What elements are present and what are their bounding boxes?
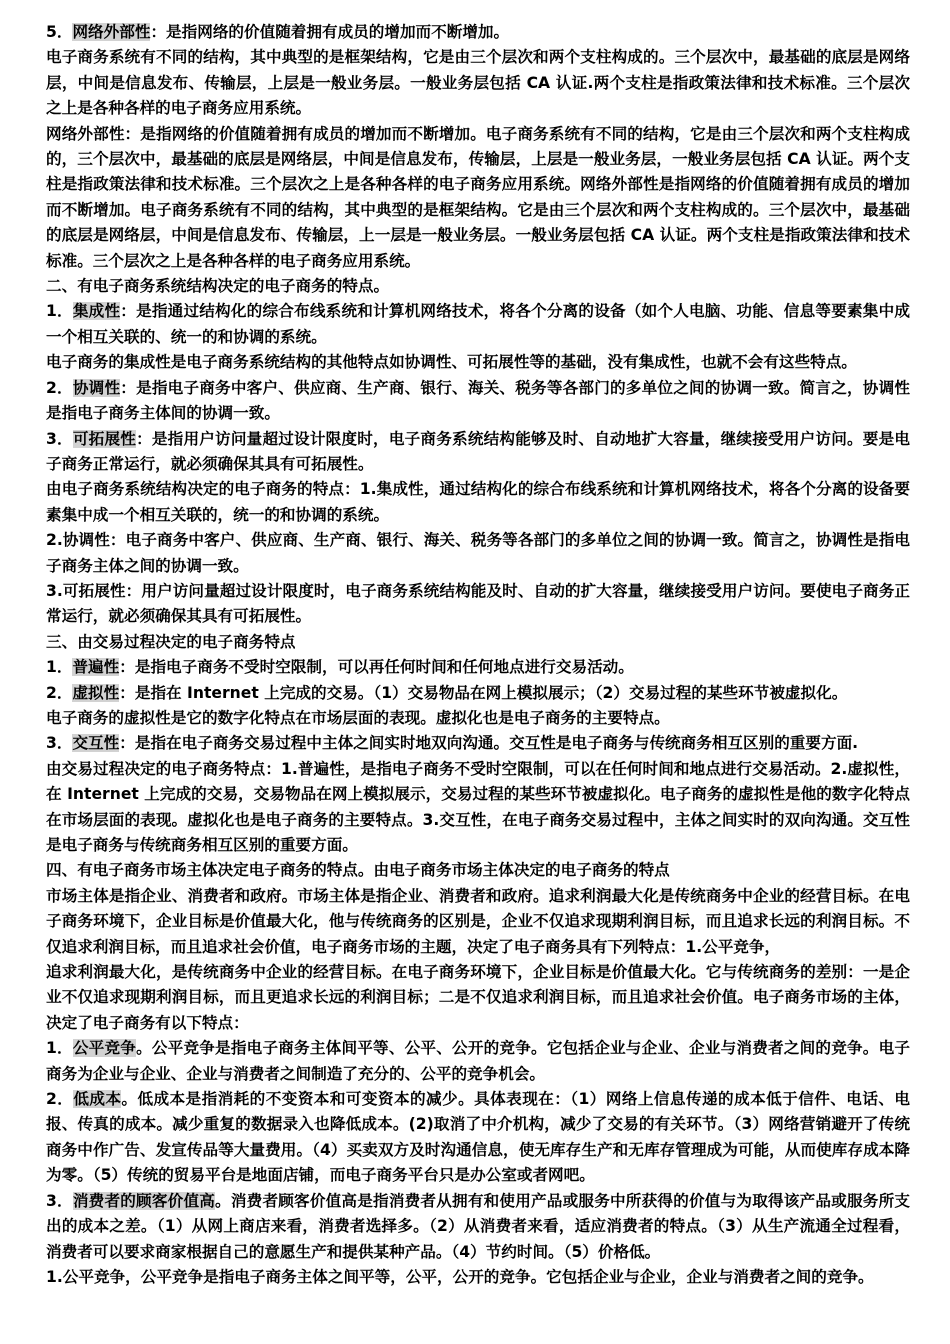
highlighted-term: 可拓展性 bbox=[72, 429, 137, 448]
item-number: 3． bbox=[46, 1191, 73, 1210]
paragraph-market-subjects: 市场主体是指企业、消费者和政府。市场主体是指企业、消费者和政府。追求利润最大化是传统商务中企业的经营目标。在电子商务环境下，企业目标是价值最大化，他与传统商务的区别是，企业不仅追求现期利润目标，而且追求长远的利润目标。不仅追求利润目标，而且追求社会价值，电子商务市场的主题，决定了电子商务具有下列特点：1.公平竞争， bbox=[46, 886, 910, 956]
definition-text: 。消费者顾客价值高是指消费者从拥有和使用产品或服务中所获得的价值与为取得该产品或服务所支出的成本之差。（1）从网上商店来看，消费者选择多。（2）从消费者来看，适应消费者的特点。（3）从生产流通全过程看，消费者可以要求商家根据自己的意愿生产和提供某种产品。（4）节约时间。（5）价格低。 bbox=[46, 1191, 910, 1261]
highlighted-term: 网络外部性 bbox=[72, 23, 151, 41]
definition-text: ：是指网络的价值随着拥有成员的增加而不断增加。 bbox=[150, 23, 510, 41]
paragraph-fair-competition bbox=[46, 1036, 910, 1087]
paragraph-structure-summary-2: 2.协调性：电子商务中客户、供应商、生产商、银行、海关、税务等各部门的多单位之间的协调一致。简言之，协调性是指电子商务主体之间的协调一致。 bbox=[46, 531, 910, 575]
item-number: 1． bbox=[46, 302, 73, 321]
paragraph-virtuality-note: 电子商务的虚拟性是它的数字化特点在市场层面的表现。虚拟化也是电子商务的主要特点。 bbox=[46, 708, 670, 727]
paragraph-5-network-externality bbox=[46, 20, 910, 45]
paragraph-network-externality-summary: 网络外部性：是指网络的价值随着拥有成员的增加而不断增加。电子商务系统有不同的结构，它是由三个层次和两个支柱构成的，三个层次中，最基础的底层是网络层，中间是信息发布，传输层，上层是一般业务层，一般业务层包括 CA 认证。两个支柱是指政策法律和技术标准。三个层次之上是各种各样的电子商务应用系统。网络外部性是指网络的价值随着拥有成员的增加而不断增加。电子商务系统有不同的结构，其中典型的是框架结构。它是由三个层次和两个支柱构成的。三个层次中，最基础的底层是网络层，中间是信息发布、传输层，上一层是一般业务层。一般业务层包括 CA 认证。两个支柱是指政策法律和技术标准。三个层次之上是各种各样的电子商务应用系统。 bbox=[46, 124, 910, 270]
definition-text: 。低成本是指消耗的不变资本和可变资本的减少。具体表现在：（1）网络上信息传递的成本低于信件、电话、电报、传真的成本。减少重复的数据录入也降低成本。(2)取消了中介机构，减少了交易的有关环节。（3）网络营销避开了传统商务中作广告、发宣传品等大量费用。（4）买卖双方及时沟通信息，使无库存生产和无库存管理成为可能，从而使库存成本降为零。（5）传统的贸易平台是地面店铺，而电子商务平台只是办公室或者网吧。 bbox=[46, 1090, 910, 1185]
paragraph-transaction-summary: 由交易过程决定的电子商务特点：1.普遍性，是指电子商务不受时空限制，可以在任何时间和地点进行交易活动。2.虚拟性，在 Internet 上完成的交易，交易物品在网上模拟展示，交易过程的某些环节被虚拟化。电子商务的虚拟性是他的数字化特点在市场层面的表现。虚拟化也是电子商务的主要特点。3.交互性，在电子商务交易过程中，主体之间实时的双向沟通。交互性是电子商务与传统商务相互区别的重要方面。 bbox=[46, 759, 910, 854]
paragraph-structure-summary-3: 3.可拓展性：用户访问量超过设计限度时，电子商务系统结构能及时、自动的扩大容量，继续接受用户访问。要使电子商务正常运行，就必须确保其具有可拓展性。 bbox=[46, 581, 910, 626]
paragraph-low-cost bbox=[46, 1087, 910, 1189]
paragraph-interactivity bbox=[46, 731, 910, 756]
item-number: 1． bbox=[46, 1039, 73, 1058]
paragraph-universality bbox=[46, 655, 910, 680]
definition-text: 。公平竞争是指电子商务主体间平等、公平、公开的竞争。它包括企业与企业、企业与消费者之间的竞争。电子商务为企业与企业、企业与消费者之间制造了充分的、公平的竞争机会。 bbox=[46, 1039, 910, 1083]
paragraph-framework-structure: 电子商务系统有不同的结构，其中典型的是框架结构，它是由三个层次和两个支柱构成的。三个层次中，最基础的底层是网络层，中间是信息发布、传输层，上层是一般业务层。一般业务层包括 CA 认证.两个支柱是指政策法律和技术标准。三个层次之上是各种各样的电子商务应用系统。 bbox=[46, 48, 910, 118]
highlighted-term: 消费者的顾客价值高 bbox=[72, 1191, 216, 1210]
item-number: 5． bbox=[46, 23, 73, 41]
highlighted-term: 低成本 bbox=[73, 1090, 122, 1109]
definition-text: ：是指电子商务不受时空限制，可以再任何时间和任何地点进行交易活动。 bbox=[119, 658, 634, 677]
definition-text: ：是指通过结构化的综合布线系统和计算机网络技术，将各个分离的设备（如个人电脑、功能、信息等要素集中成一个相互关联的、统一的和协调的系统。 bbox=[46, 302, 910, 346]
highlighted-term: 集成性 bbox=[72, 302, 121, 321]
highlighted-term: 普遍性 bbox=[72, 658, 120, 677]
definition-text: ：是指电子商务中客户、供应商、生产商、银行、海关、税务等各部门的多单位之间的协调一致。简言之，协调性是指电子商务主体间的协调一致。 bbox=[46, 378, 910, 423]
definition-text: ：是指用户访问量超过设计限度时，电子商务系统结构能够及时、自动地扩大容量，继续接受用户访问。要是电子商务正常运行，就必须确保其具有可拓展性。 bbox=[46, 429, 910, 473]
item-number: 1． bbox=[46, 658, 73, 677]
item-number: 3． bbox=[46, 429, 73, 448]
paragraph-structure-summary-1: 由电子商务系统结构决定的电子商务的特点：1.集成性，通过结构化的综合布线系统和计算机网络技术，将各个分离的设备要素集中成一个相互关联的，统一的和协调的系统。 bbox=[46, 480, 910, 524]
highlighted-term: 公平竞争 bbox=[72, 1039, 137, 1058]
highlighted-term: 交互性 bbox=[72, 734, 120, 753]
highlighted-term: 协调性 bbox=[72, 378, 121, 397]
paragraph-customer-value bbox=[46, 1189, 910, 1265]
section-heading-4: 四、有电子商务市场主体决定电子商务的特点。由电子商务市场主体决定的电子商务的特点 bbox=[46, 861, 670, 880]
paragraph-virtuality bbox=[46, 681, 910, 706]
section-heading-3: 三、由交易过程决定的电子商务特点 bbox=[46, 632, 296, 651]
paragraph-coordination bbox=[46, 376, 910, 427]
definition-text: ：是指在 Internet 上完成的交易。（1）交易物品在网上模拟展示；（2）交易过程的某些环节被虚拟化。 bbox=[119, 683, 848, 702]
item-number: 3． bbox=[46, 734, 73, 753]
definition-text: ：是指在电子商务交易过程中主体之间实时地双向沟通。交互性是电子商务与传统商务相互区别的重要方面. bbox=[119, 734, 859, 753]
section-heading-2: 二、有电子商务系统结构决定的电子商务的特点。 bbox=[46, 277, 390, 296]
item-number: 2． bbox=[46, 1090, 74, 1109]
item-number: 2． bbox=[46, 378, 73, 397]
item-number: 2． bbox=[46, 683, 73, 702]
paragraph-profit-maximization: 追求利润最大化，是传统商务中企业的经营目标。在电子商务环境下，企业目标是价值最大化。它与传统商务的差别：一是企业不仅追求现期利润目标，而且更追求长远的利润目标；二是不仅追求利润目标，而且追求社会价值。电子商务市场的主体，决定了电子商务有以下特点： bbox=[46, 963, 910, 1032]
paragraph-integration-basis: 电子商务的集成性是电子商务系统结构的其他特点如协调性、可拓展性等的基础，没有集成性，也就不会有这些特点。 bbox=[46, 353, 857, 372]
highlighted-term: 虚拟性 bbox=[72, 683, 120, 702]
paragraph-integration bbox=[46, 299, 910, 350]
paragraph-scalability bbox=[46, 427, 910, 478]
paragraph-fair-competition-summary: 1.公平竞争，公平竞争是指电子商务主体之间平等，公平，公开的竞争。它包括企业与企业，企业与消费者之间的竞争。 bbox=[46, 1267, 874, 1286]
